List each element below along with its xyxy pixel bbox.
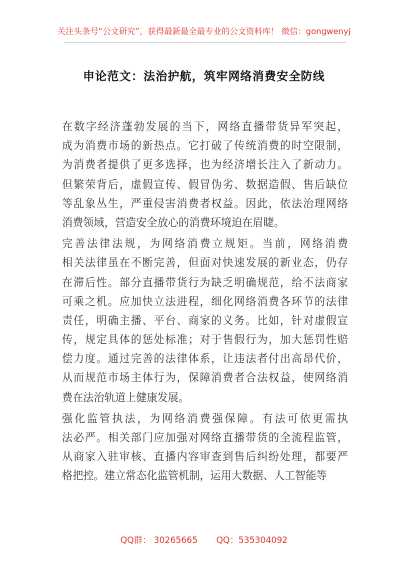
text-line: 在滞后性。部分直播带货行为缺乏明确规范，给不法商家 xyxy=(62,276,348,289)
text-line: 完善法律法规，为网络消费立规矩。当前，网络消费 xyxy=(62,238,348,251)
text-line: 格把控。建立常态化监管机制，运用大数据、人工智能等 xyxy=(62,470,327,483)
text-line: 为消费者提供了更多选择，也为经济增长注入了新动力。 xyxy=(62,159,348,172)
document-body xyxy=(62,118,348,489)
text-line: 传，规定具体的惩处标准；对于售假行为，加大惩罚性赔 xyxy=(62,334,348,347)
paragraph xyxy=(62,410,348,487)
text-line: 等乱象丛生，严重侵害消费者权益。因此，依法治理网络 xyxy=(62,197,348,210)
text-line: 消费领域，营造安全放心的消费环境迫在眉睫。 xyxy=(62,216,285,229)
footer-qq-group: QQ群： 30265665 xyxy=(120,536,198,546)
document-title: 申论范文：法治护航，筑牢网络消费安全防线 xyxy=(83,69,325,83)
text-line: 成为消费市场的新热点。它打破了传统消费的时空限制， xyxy=(62,140,348,153)
text-line: 但繁荣背后，虚假宣传、假冒伪劣、数据造假、售后缺位 xyxy=(62,178,348,191)
text-line: 费在法治轨道上健康发展。 xyxy=(62,391,190,404)
text-line: 偿力度。通过完善的法律体系，让违法者付出高昂代价， xyxy=(62,353,348,366)
paragraph xyxy=(62,235,348,408)
header-divider xyxy=(64,42,346,43)
text-line: 在数字经济蓬勃发展的当下，网络直播带货异军突起， xyxy=(62,121,348,133)
text-line: 强化监管执法，为网络消费强保障。有法可依更需执 xyxy=(62,412,348,425)
footer-qq-number: QQ：535304092 xyxy=(216,536,288,546)
paragraph xyxy=(62,118,348,233)
text-line: 责任，明确主播、平台、商家的义务。比如，针对虚假宣 xyxy=(62,314,348,327)
page-header: 关注头条号“公文研究”，获得最新最全最专业的公文资料库！ 微信：gongwenyj xyxy=(57,26,351,36)
text-line: 法必严。相关部门应加强对网络直播带货的全流程监管， xyxy=(62,432,348,444)
page-footer xyxy=(0,534,408,546)
text-line: 可乘之机。应加快立法进程，细化网络消费各环节的法律 xyxy=(62,295,348,308)
text-line: 相关法律虽在不断完善，但面对快速发展的新业态，仍存 xyxy=(62,257,348,270)
text-line: 从而规范市场主体行为，保障消费者合法权益，使网络消 xyxy=(62,372,348,385)
text-line: 从商家入驻审核、直播内容审查到售后纠纷处理，都要严 xyxy=(62,451,348,464)
